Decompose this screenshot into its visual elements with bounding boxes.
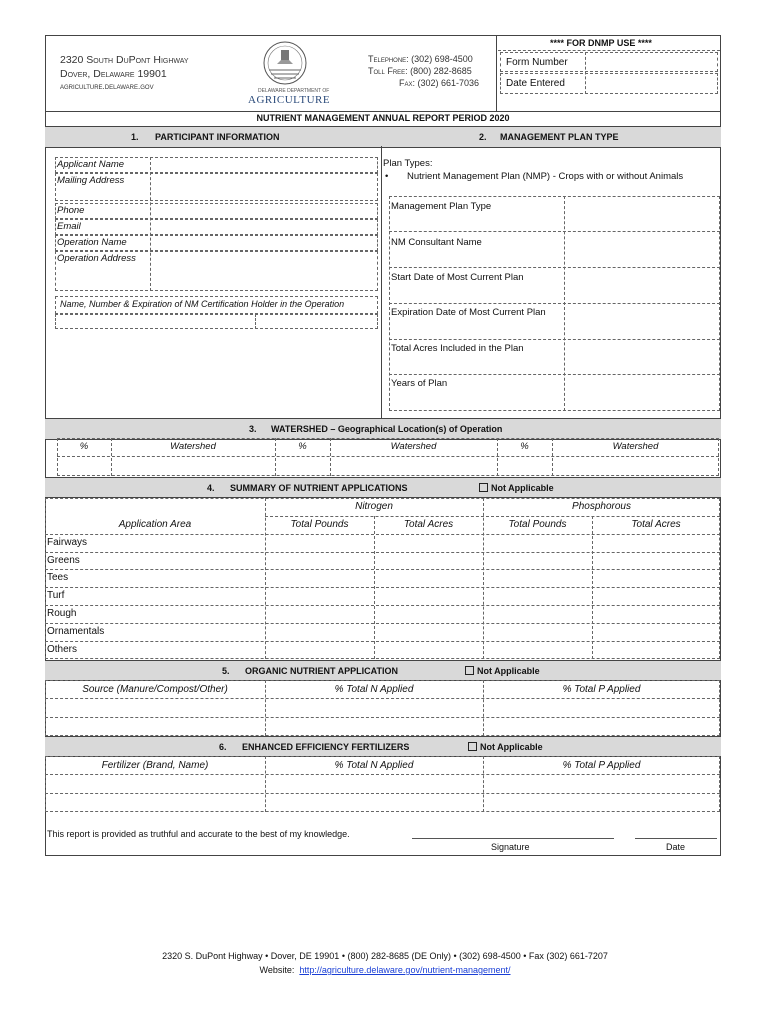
consultant-row: NM Consultant Name xyxy=(391,237,482,248)
fax: Fax: (302) 661-7036 xyxy=(399,78,480,88)
row-rough: Rough xyxy=(47,608,77,619)
row-ornamentals: Ornamentals xyxy=(47,626,105,637)
footer-website-row xyxy=(0,965,770,975)
fertilizer-brand-header: Fertilizer (Brand, Name) xyxy=(101,760,209,771)
section2-title: MANAGEMENT PLAN TYPE xyxy=(500,132,619,142)
section3-title: WATERSHED – Geographical Location(s) of Operation xyxy=(271,424,503,434)
telephone: Telephone: (302) 698-4500 xyxy=(368,54,473,64)
phone-field[interactable] xyxy=(55,203,378,219)
applicant-name-label: Applicant Name xyxy=(57,159,125,170)
phosphorous-header: Phosphorous xyxy=(572,501,631,512)
operation-address-label: Operation Address xyxy=(57,253,136,264)
plan-type-nmp: Nutrient Management Plan (NMP) - Crops with or without Animals xyxy=(407,171,684,182)
section6-na-checkbox[interactable]: Not Applicable xyxy=(468,742,543,752)
logo-small-text: DELAWARE DEPARTMENT OF xyxy=(258,88,330,94)
cert-holder-field[interactable] xyxy=(55,314,378,329)
p-total-acres-header: Total Acres xyxy=(631,519,681,530)
date-entered-label: Date Entered xyxy=(506,78,565,89)
start-date-row: Start Date of Most Current Plan xyxy=(391,272,524,283)
plan-type-row: Management Plan Type xyxy=(391,201,492,212)
section-5-bar: 5. ORGANIC NUTRIENT APPLICATION Not Applicable xyxy=(45,660,721,681)
section5-title: ORGANIC NUTRIENT APPLICATION xyxy=(245,665,398,676)
email-label: Email xyxy=(57,221,81,232)
signature-label: Signature xyxy=(491,842,530,852)
date-line[interactable] xyxy=(635,838,717,839)
footer-address: 2320 S. DuPont Highway • Dover, DE 19901 • (800) 282-8685 (DE Only) • (302) 698-4500 • Fax (302) 661-7207 xyxy=(162,951,608,961)
logo-main-text: AGRICULTURE xyxy=(248,94,331,106)
mailing-address-label: Mailing Address xyxy=(57,175,125,186)
section6-title: ENHANCED EFFICIENCY FERTILIZERS xyxy=(242,741,410,752)
fertilizer-p-header: % Total P Applied xyxy=(562,760,641,771)
n-total-pounds-header: Total Pounds xyxy=(290,519,349,530)
cert-holder-label: Name, Number & Expiration of NM Certification Holder in the Operation xyxy=(60,299,345,309)
row-tees: Tees xyxy=(47,572,69,583)
organic-n-header: % Total N Applied xyxy=(334,684,414,695)
form-number-label: Form Number xyxy=(506,57,568,68)
section-6-bar: 6. ENHANCED EFFICIENCY FERTILIZERS Not Applicable xyxy=(45,736,721,757)
report-title: NUTRIENT MANAGEMENT ANNUAL REPORT PERIOD 2020 xyxy=(256,113,510,123)
section-3-bar: 3. WATERSHED – Geographical Location(s) of Operation xyxy=(45,418,721,440)
row-greens: Greens xyxy=(47,555,80,566)
pct-header-2: % xyxy=(298,441,307,452)
expiration-date-row: Expiration Date of Most Current Plan xyxy=(391,307,546,318)
certification-statement: This report is provided as truthful and accurate to the best of my knowledge. xyxy=(47,829,350,839)
n-total-acres-header: Total Acres xyxy=(403,519,454,530)
p-total-pounds-header: Total Pounds xyxy=(508,519,567,530)
dnmp-divider xyxy=(496,35,497,111)
total-acres-row: Total Acres Included in the Plan xyxy=(391,343,524,354)
dnmp-use-label: **** FOR DNMP USE **** xyxy=(550,38,652,48)
nitrogen-header: Nitrogen xyxy=(355,501,393,512)
operation-name-label: Operation Name xyxy=(57,237,127,248)
section-1-2-bar: 1. PARTICIPANT INFORMATION 2. MANAGEMENT PLAN TYPE xyxy=(45,126,721,148)
toll-free: Toll Free: (800) 282-8685 xyxy=(368,66,472,76)
plan-type-bullet-icon: • xyxy=(385,171,389,182)
footer-website-label: Website: xyxy=(259,965,295,975)
row-turf: Turf xyxy=(47,590,65,601)
email-field[interactable] xyxy=(55,219,378,235)
section5-na-checkbox[interactable]: Not Applicable xyxy=(465,666,540,676)
watershed-header-2: Watershed xyxy=(390,441,437,452)
pct-header-1: % xyxy=(79,441,89,452)
seal-icon xyxy=(255,40,315,86)
plan-types-label: Plan Types: xyxy=(383,158,433,169)
fertilizer-n-header: % Total N Applied xyxy=(334,760,414,771)
watershed-header-3: Watershed xyxy=(612,441,659,452)
years-row: Years of Plan xyxy=(391,378,448,389)
organic-p-header: % Total P Applied xyxy=(562,684,641,695)
address-line2: Dover, Delaware 19901 xyxy=(60,68,167,80)
section-4-bar: 4. SUMMARY OF NUTRIENT APPLICATIONS Not Applicable xyxy=(45,477,721,498)
row-fairways: Fairways xyxy=(47,537,88,548)
organic-source-header: Source (Manure/Compost/Other) xyxy=(82,684,228,695)
application-area-header: Application Area xyxy=(118,519,192,530)
header-website: agriculture.delaware.gov xyxy=(60,82,154,91)
row-others: Others xyxy=(47,644,78,655)
watershed-header-1: Watershed xyxy=(170,441,216,452)
phone-label: Phone xyxy=(57,205,85,216)
signature-line[interactable] xyxy=(412,838,614,839)
section1-title: PARTICIPANT INFORMATION xyxy=(155,132,280,142)
section4-na-checkbox[interactable]: Not Applicable xyxy=(479,483,554,493)
section4-title: SUMMARY OF NUTRIENT APPLICATIONS xyxy=(230,482,408,493)
pct-header-3: % xyxy=(520,441,529,452)
footer-website-link[interactable]: http://agriculture.delaware.gov/nutrient-management/ xyxy=(299,965,511,975)
address-line1: 2320 South DuPont Highway xyxy=(60,54,189,66)
date-label: Date xyxy=(666,842,686,852)
